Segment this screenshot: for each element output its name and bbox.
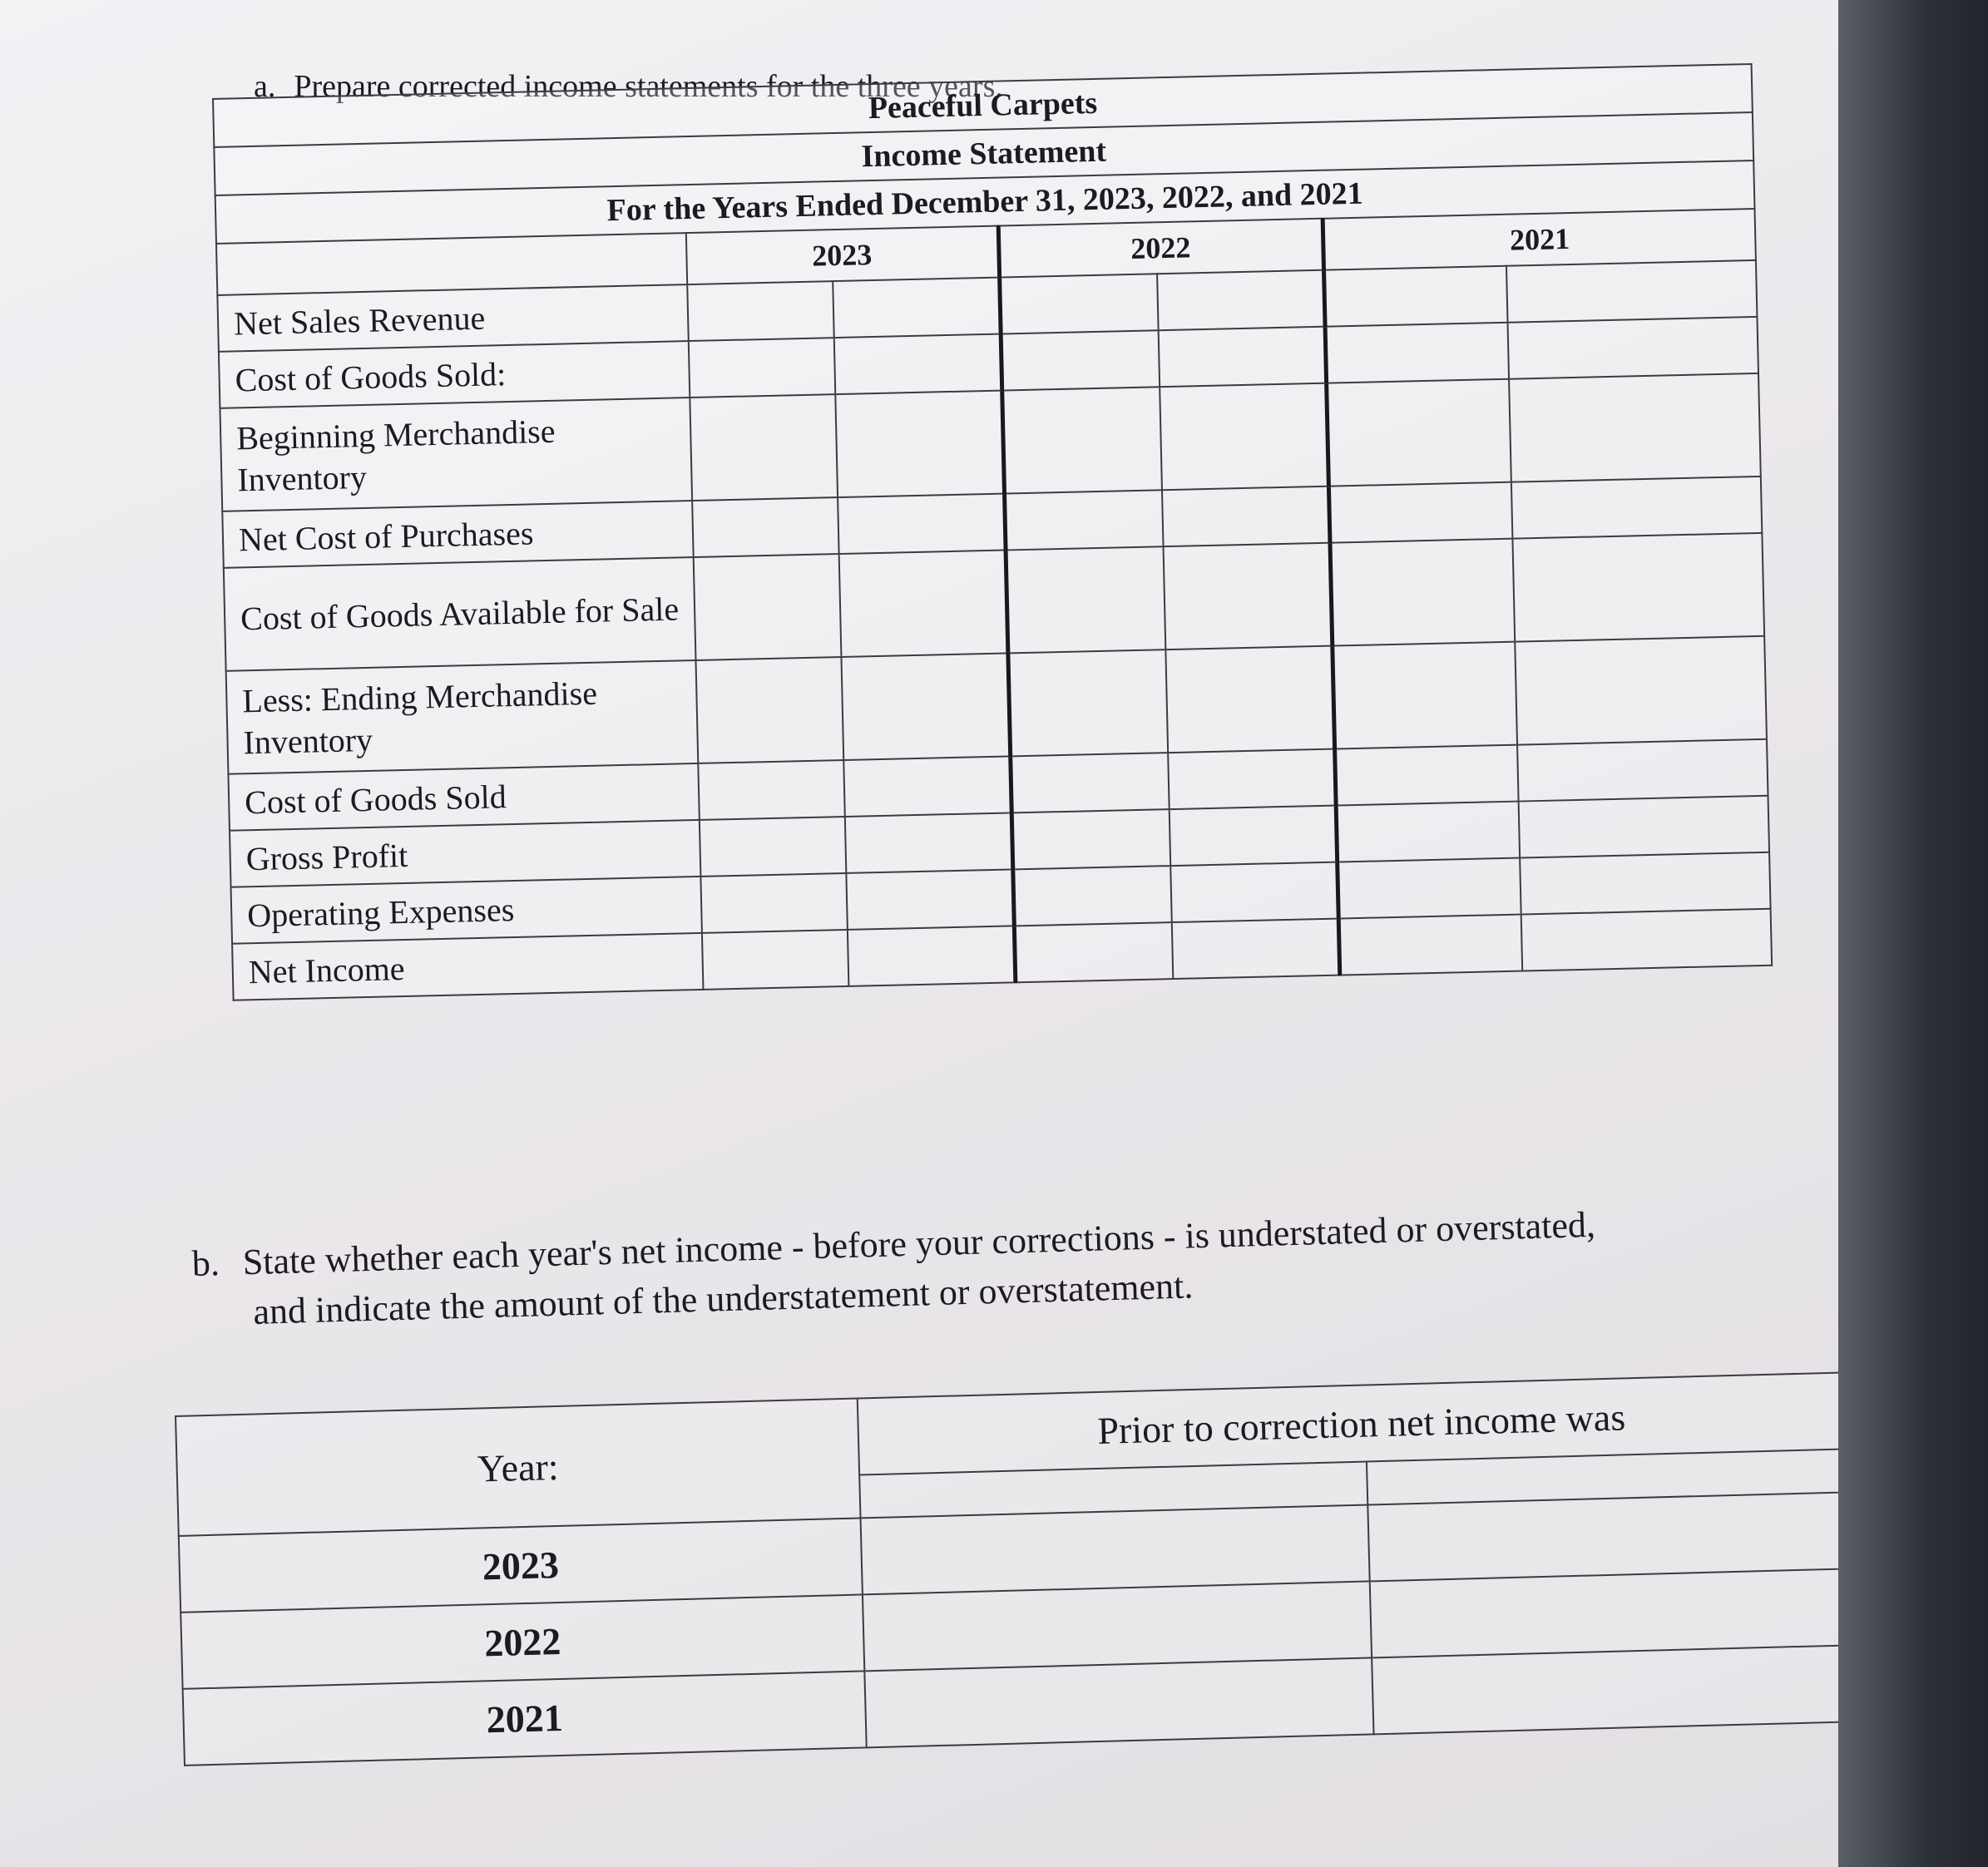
part-a-text: Prepare corrected income statements for the three years. <box>294 69 1003 104</box>
status-cell[interactable] <box>864 1657 1373 1747</box>
amount-cell[interactable] <box>1159 327 1326 388</box>
amount-cell[interactable] <box>845 812 1012 873</box>
year-header-2021: 2021 <box>1323 209 1756 270</box>
amount-cell[interactable] <box>833 278 1000 338</box>
amount-cell[interactable] <box>834 334 1001 395</box>
statement-title: Income Statement <box>214 112 1753 195</box>
amount-cell[interactable] <box>1164 543 1333 650</box>
part-b-text-line1: State whether each year's net income - before your corrections - is understated or overstated, <box>242 1203 1596 1283</box>
amount-cell[interactable] <box>839 551 1008 658</box>
company-name: Peaceful Carpets <box>213 64 1753 147</box>
amount-cell[interactable] <box>1010 753 1169 812</box>
row-label: Net Sales Revenue <box>217 284 688 352</box>
row-label: Net Cost of Purchases <box>222 501 693 568</box>
part-b-text-line2: and indicate the amount of the understatement or overstatement. <box>252 1265 1194 1332</box>
amount-cell[interactable] <box>843 756 1011 817</box>
row-label: Less: Ending Merchandise Inventory <box>226 660 699 774</box>
statement-period: For the Years Ended December 31, 2023, 2022, and 2021 <box>215 161 1755 244</box>
amount-cell[interactable] <box>695 657 843 763</box>
amount-cell[interactable] <box>1517 739 1768 802</box>
amount-cell[interactable] <box>1170 806 1337 867</box>
amount-cell[interactable] <box>698 760 844 820</box>
amount-cell[interactable] <box>1012 866 1171 926</box>
row-label: Net Income <box>232 933 703 1000</box>
status-cell[interactable] <box>863 1581 1372 1671</box>
amount-cell[interactable] <box>1506 260 1758 323</box>
amount-cell[interactable] <box>1337 858 1521 919</box>
amount-cell[interactable] <box>1160 383 1328 491</box>
amount-cell[interactable] <box>1512 533 1764 642</box>
part-b-marker: b. <box>191 1242 220 1284</box>
year-cell-2023: 2023 <box>179 1518 863 1612</box>
row-label: Operating Expenses <box>231 877 702 944</box>
amount-cell[interactable] <box>1170 862 1338 923</box>
amount-cell[interactable] <box>1157 270 1324 331</box>
amount-cell[interactable] <box>841 653 1010 760</box>
amount-cell[interactable] <box>687 281 833 341</box>
amount-cell[interactable] <box>1001 330 1160 390</box>
amount-cell[interactable] <box>1162 487 1329 547</box>
amount-cell[interactable] <box>1165 646 1334 753</box>
year-header-2023: 2023 <box>686 226 999 284</box>
amount-cell[interactable] <box>1325 323 1509 383</box>
amount-cell[interactable] <box>1328 482 1512 543</box>
prior-correction-header: Prior to correction net income was <box>858 1372 1866 1475</box>
row-label: Gross Profit <box>230 820 700 887</box>
amount-cell[interactable] <box>1515 636 1767 745</box>
net-income-error-table <box>175 1371 1873 1766</box>
amount-cell[interactable] <box>1323 266 1507 327</box>
year-cell-2021: 2021 <box>183 1671 867 1765</box>
row-label: Cost of Goods Available for Sale <box>224 557 696 671</box>
amount-cell[interactable] <box>694 554 842 660</box>
amount-cell[interactable] <box>1004 490 1163 550</box>
amount-cell[interactable] <box>700 873 847 933</box>
amount-cell[interactable] <box>838 494 1005 555</box>
income-statement-table <box>212 63 1773 1001</box>
amount-cell[interactable] <box>1011 809 1170 869</box>
amount-cell[interactable] <box>1520 852 1771 915</box>
background-edge <box>1838 0 1988 1867</box>
part-b-instruction <box>191 1193 1824 1339</box>
amount-cell[interactable] <box>848 926 1015 986</box>
amount-cell[interactable] <box>1334 745 1518 806</box>
amount-cell[interactable] <box>1508 317 1759 379</box>
amount-cell[interactable] <box>1509 373 1761 482</box>
amount-cell[interactable] <box>1007 649 1168 756</box>
amount-cell[interactable] <box>1014 922 1173 982</box>
row-label: Cost of Goods Sold <box>228 763 699 831</box>
year-cell-2022: 2022 <box>181 1594 864 1688</box>
amount-cell[interactable] <box>1521 909 1773 971</box>
amount-cell[interactable] <box>1336 802 1520 862</box>
year-column-header: Year: <box>176 1399 860 1536</box>
amount-cell[interactable] <box>1367 1492 1868 1582</box>
amount-cell[interactable] <box>999 274 1158 333</box>
amount-cell[interactable] <box>689 338 835 398</box>
row-label: Cost of Goods Sold: <box>219 341 690 408</box>
row-label: Beginning Merchandise Inventory <box>220 398 692 511</box>
amount-cell[interactable] <box>1001 387 1162 493</box>
amount-cell[interactable] <box>1172 919 1339 980</box>
amount-cell[interactable] <box>700 817 846 877</box>
amount-cell[interactable] <box>846 869 1013 930</box>
amount-cell[interactable] <box>1511 477 1763 539</box>
amount-cell[interactable] <box>690 394 838 501</box>
amount-cell[interactable] <box>1372 1645 1872 1735</box>
amount-cell[interactable] <box>1329 539 1515 646</box>
amount-cell[interactable] <box>1168 749 1335 810</box>
amount-cell[interactable] <box>835 391 1004 498</box>
amount-cell[interactable] <box>1006 546 1166 653</box>
amount-cell[interactable] <box>1338 915 1522 975</box>
part-a-marker: a. <box>254 69 276 104</box>
amount-cell[interactable] <box>1326 379 1511 487</box>
amount-cell[interactable] <box>1370 1568 1871 1658</box>
status-cell[interactable] <box>861 1504 1370 1594</box>
amount-cell[interactable] <box>1519 796 1770 858</box>
amount-cell[interactable] <box>1332 642 1517 749</box>
amount-cell[interactable] <box>702 930 848 990</box>
amount-cell[interactable] <box>692 497 838 557</box>
year-header-2022: 2022 <box>998 219 1323 278</box>
